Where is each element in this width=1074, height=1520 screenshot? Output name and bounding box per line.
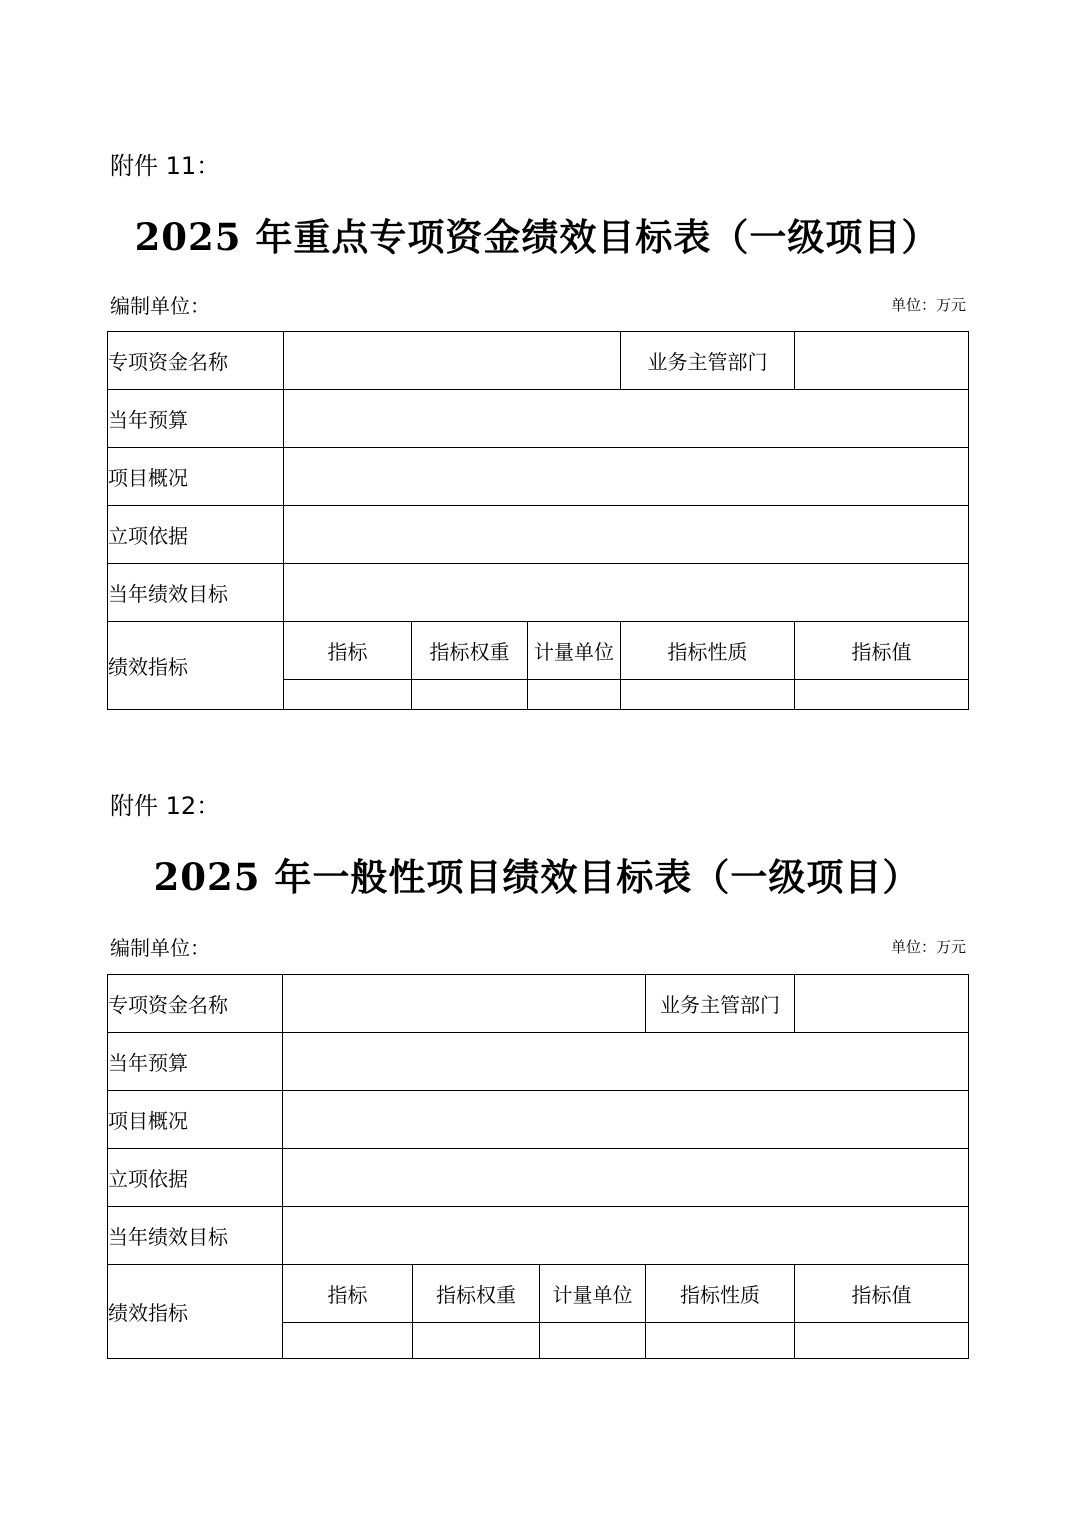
unit-label: 单位：万元	[890, 296, 966, 314]
fund-name-field[interactable]	[283, 975, 646, 1033]
budget-label: 当年预算	[108, 390, 284, 448]
target-field[interactable]	[283, 1207, 969, 1265]
weight-cell[interactable]	[412, 680, 528, 710]
fund-name-label: 专项资金名称	[108, 975, 283, 1033]
basis-field[interactable]	[284, 506, 969, 564]
nature-cell[interactable]	[646, 1323, 795, 1359]
overview-field[interactable]	[283, 1091, 969, 1149]
overview-field[interactable]	[284, 448, 969, 506]
dept-field[interactable]	[795, 332, 969, 390]
attachment-label: 附件 12：	[110, 792, 221, 820]
dept-label: 业务主管部门	[646, 975, 795, 1033]
column-header: 指标	[283, 1265, 413, 1323]
column-header: 指标	[284, 622, 412, 680]
org-label: 编制单位：	[110, 936, 210, 960]
attachment-label: 附件 11：	[110, 152, 221, 180]
column-header: 指标性质	[646, 1265, 795, 1323]
weight-cell[interactable]	[413, 1323, 540, 1359]
performance-table	[107, 331, 969, 710]
fund-name-label: 专项资金名称	[108, 332, 284, 390]
target-field[interactable]	[284, 564, 969, 622]
indicator-cell[interactable]	[284, 680, 412, 710]
target-label: 当年绩效目标	[108, 564, 284, 622]
budget-label: 当年预算	[108, 1033, 283, 1091]
basis-label: 立项依据	[108, 1149, 283, 1207]
indicator-cell[interactable]	[283, 1323, 413, 1359]
org-label: 编制单位：	[110, 294, 210, 318]
budget-field[interactable]	[284, 390, 969, 448]
indicators-label: 绩效指标	[108, 1265, 283, 1359]
basis-field[interactable]	[283, 1149, 969, 1207]
dept-label: 业务主管部门	[621, 332, 795, 390]
performance-table	[107, 974, 969, 1359]
column-header: 指标权重	[412, 622, 528, 680]
dept-field[interactable]	[795, 975, 969, 1033]
nature-cell[interactable]	[621, 680, 795, 710]
unit-cell[interactable]	[540, 1323, 646, 1359]
overview-label: 项目概况	[108, 448, 284, 506]
overview-label: 项目概况	[108, 1091, 283, 1149]
unit-cell[interactable]	[528, 680, 621, 710]
column-header: 指标性质	[621, 622, 795, 680]
column-header: 计量单位	[540, 1265, 646, 1323]
column-header: 指标值	[795, 622, 969, 680]
value-cell[interactable]	[795, 680, 969, 710]
column-header: 指标值	[795, 1265, 969, 1323]
form-title: 2025 年重点专项资金绩效目标表（一级项目）	[134, 215, 940, 259]
value-cell[interactable]	[795, 1323, 969, 1359]
fund-name-field[interactable]	[284, 332, 621, 390]
unit-label: 单位：万元	[890, 938, 966, 956]
form-title: 2025 年一般性项目绩效目标表（一级项目）	[153, 855, 921, 899]
column-header: 计量单位	[528, 622, 621, 680]
basis-label: 立项依据	[108, 506, 284, 564]
budget-field[interactable]	[283, 1033, 969, 1091]
indicators-label: 绩效指标	[108, 622, 284, 710]
column-header: 指标权重	[413, 1265, 540, 1323]
target-label: 当年绩效目标	[108, 1207, 283, 1265]
